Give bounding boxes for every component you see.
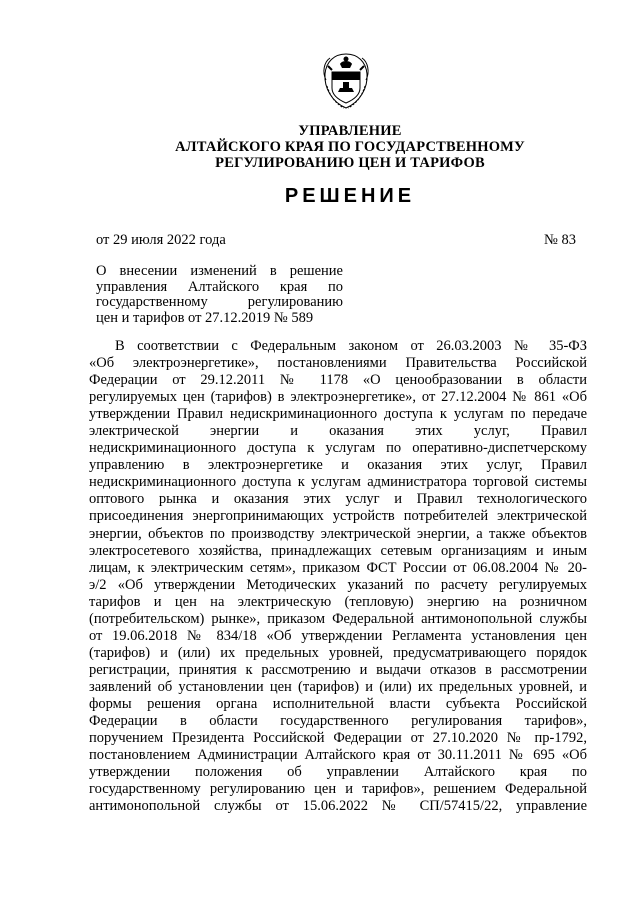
body-line: Федерации в области государственного регулирования тарифов», [89,713,587,730]
agency-header [150,123,550,171]
body-line: оптового рынка и оказания этих услуг и Правил технологического [89,491,587,508]
document-body [89,338,587,815]
subject-line: О внесении изменений в решение [96,263,343,279]
body-line: заявлений об установлении цен (тарифов) и (или) их предельных уровней, и [89,678,587,695]
body-line: формы решения органа исполнительной власти субъекта Российской [89,695,587,712]
document-subject [96,264,343,326]
body-line: электросетевого хозяйства, принадлежащих сетевым организациям и иным [89,542,587,559]
body-line: антимонопольной службы от 15.06.2022 № СП/57415/22, управление [89,798,587,815]
body-line: (потребительском) рынке», приказом Федеральной антимонопольной службы [89,610,587,627]
body-line: тарифов и цен на электрическую (тепловую) энергию на розничном [89,593,587,610]
body-line: э/2 «Об утверждении Методических указаний по расчету регулируемых [89,576,587,593]
subject-line: государственному регулированию [96,294,343,310]
body-line: энергии, объектов по производству электрической энергии, а также объектов [89,525,587,542]
body-line: управлению в электроэнергетике и оказания этих услуг, Правил [89,457,587,474]
header-line-2: АЛТАЙСКОГО КРАЯ ПО ГОСУДАРСТВЕННОМУ [175,139,525,155]
body-line: от 19.06.2018 № 834/18 «Об утверждении Регламента установления цен [89,627,587,644]
body-line: лицам, к электрическим сетям», приказом ФСТ России от 06.08.2004 № 20- [89,559,587,576]
document-title: РЕШЕНИЕ [284,185,416,207]
body-line: В соответствии с Федеральным законом от 26.03.2003 № 35-ФЗ [115,338,587,354]
subject-line: управления Алтайского края по [96,278,343,295]
body-line: поручением Президента Российской Федерации от 27.10.2020 № пр-1792, [89,730,587,747]
body-line: регулируемых цен (тарифов) в электроэнергетике», от 27.12.2004 № 861 «Об [89,389,587,406]
body-line: утверждении положения об управлении Алтайского края по [89,764,587,781]
body-line: электрической энергии и оказания этих услуг, Правил [89,423,587,440]
header-line-3: РЕГУЛИРОВАНИЮ ЦЕН И ТАРИФОВ [215,155,485,171]
subject-line: цен и тарифов от 27.12.2019 № 589 [96,309,314,326]
body-line: (тарифов) и (или) их предельных уровней, предусматривающего порядок [89,644,587,661]
coat-of-arms-emblem [318,50,374,112]
body-line: регистрации, принятия к рассмотрению и выдачи отказов в рассмотрении [89,661,587,678]
body-line: недискриминационного доступа к услугам администратора торговой системы [89,474,587,491]
body-line: государственному регулированию цен и тарифов», решением Федеральной [89,781,587,798]
body-line: Федерации от 29.12.2011 № 1178 «О ценообразовании в области [89,372,587,389]
header-line-1: УПРАВЛЕНИЕ [298,123,402,139]
body-line: «Об электроэнергетике», постановлениями Правительства Российской [89,355,587,372]
document-number: № 83 [544,232,576,248]
document-date: от 29 июля 2022 года [96,232,226,248]
body-line: присоединения энергопринимающих устройств потребителей электрической [89,508,587,525]
date-number-line [96,232,576,250]
body-line: утверждении Правил недискриминационного доступа к услугам по передаче [89,406,587,423]
body-line: недискриминационного доступа к услугам по оперативно-диспетчерскому [89,440,587,457]
body-line: постановлением Администрации Алтайского края от 30.11.2011 № 695 «Об [89,747,587,764]
